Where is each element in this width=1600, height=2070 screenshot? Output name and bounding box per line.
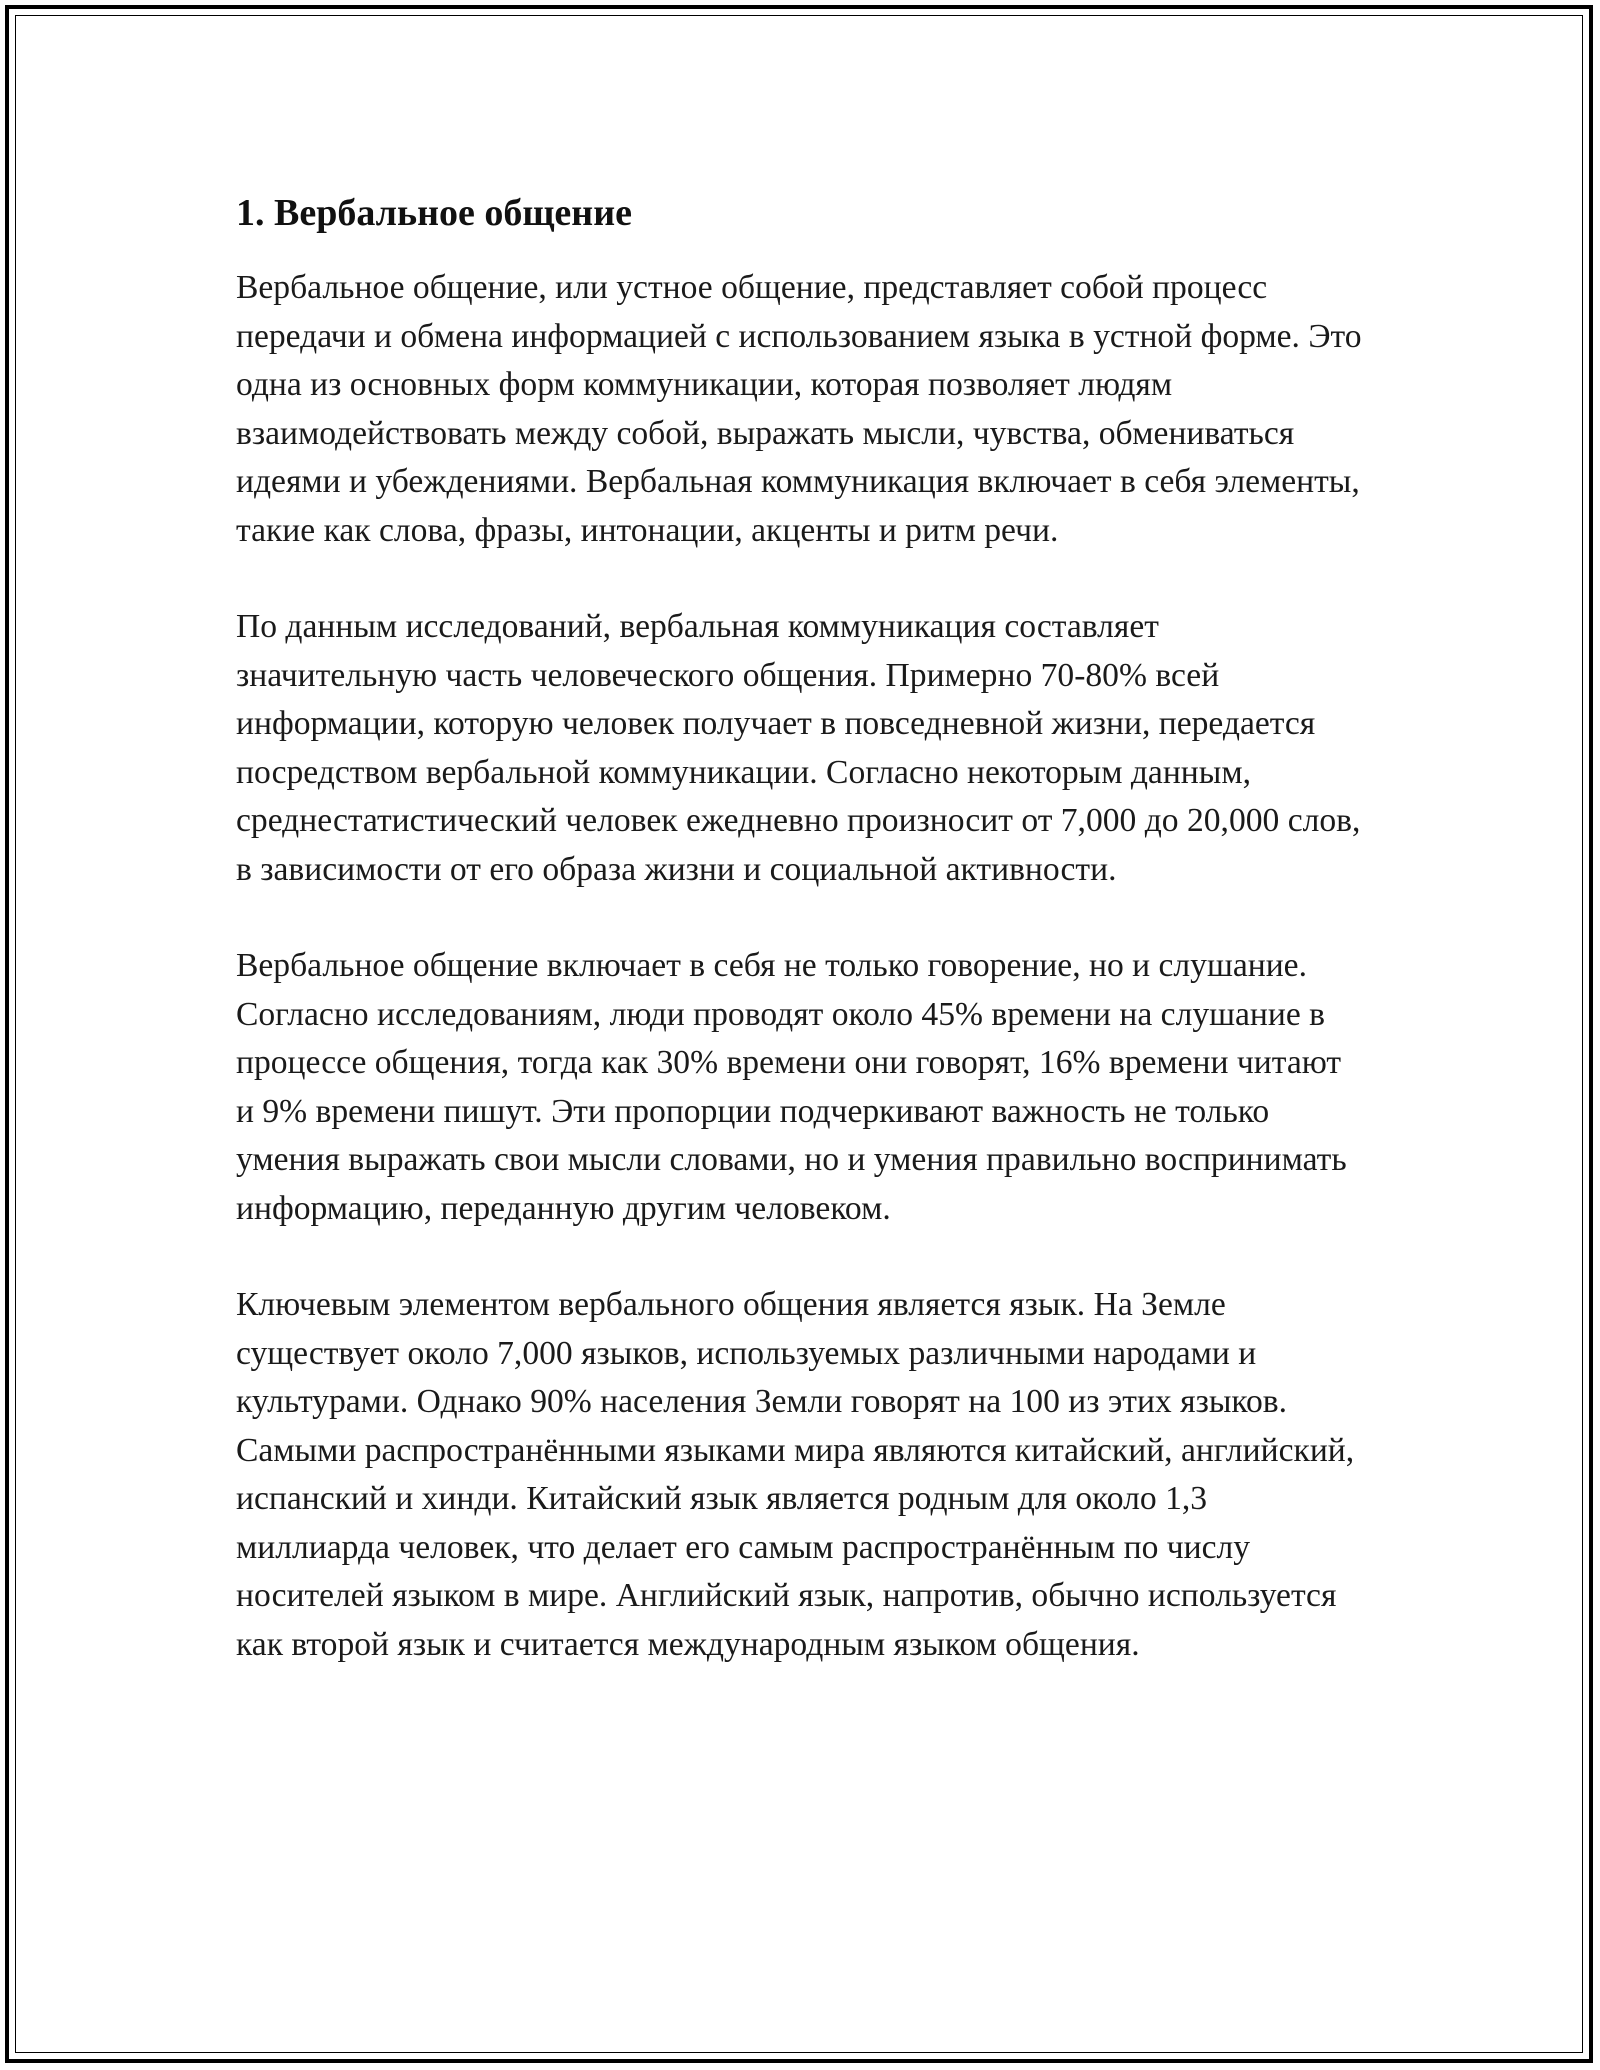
paragraph-4: Ключевым элементом вербального общения является язык. На Земле существует около 7,000 языков, используемых различными народами и культурами. Однако 90% населения Земли говорят на 100 из этих языков. Самыми распространёнными языками мира являются китайский, английский, испанский и хинди. Китайский язык является родным для около 1,3 миллиарда человек, что делает его самым распространённым по числу носителей языком в мире. Английский язык, напротив, обычно используется как второй язык и считается международным языком общения. xyxy=(236,1286,1355,1663)
paragraph-3: Вербальное общение включает в себя не только говорение, но и слушание. Согласно исследованиям, люди проводят около 45% времени на слушание в процессе общения, тогда как 30% времени они говорят, 16% времени читают и 9% времени пишут. Эти пропорции подчеркивают важность не только умения выражать свои мысли словами, но и умения правильно воспринимать информацию, переданную другим человеком. xyxy=(236,947,1347,1227)
section-heading: 1. Вербальное общение xyxy=(236,192,632,234)
document-body xyxy=(236,186,1366,1717)
paragraph-2: По данным исследований, вербальная коммуникация составляет значительную часть человеческого общения. Примерно 70-80% всей информации, которую человек получает в повседневной жизни, передается посредством вербальной коммуникации. Согласно некоторым данным, среднестатистический человек ежедневно произносит от 7,000 до 20,000 слов, в зависимости от его образа жизни и социальной активности. xyxy=(236,608,1361,888)
paragraph-1: Вербальное общение, или устное общение, представляет собой процесс передачи и обмена информацией с использованием языка в устной форме. Это одна из основных форм коммуникации, которая позволяет людям взаимодействовать между собой, выражать мысли, чувства, обмениваться идеями и убеждениями. Вербальная коммуникация включает в себя элементы, такие как слова, фразы, интонации, акценты и ритм речи. xyxy=(236,269,1362,549)
